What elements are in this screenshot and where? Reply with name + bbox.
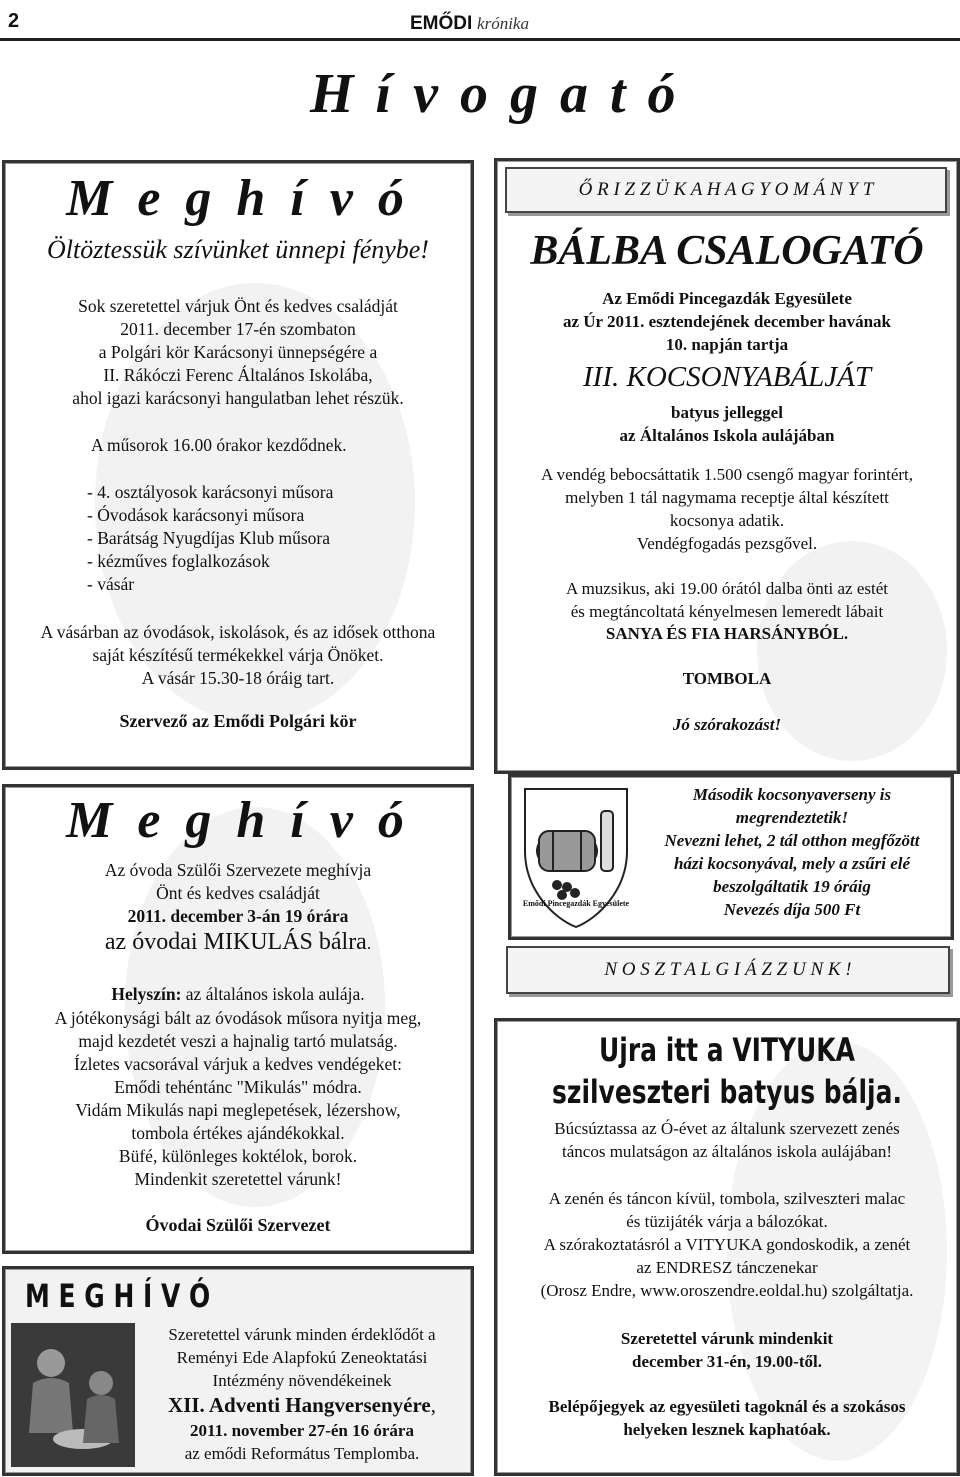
vityuka-tickets [497, 1395, 957, 1441]
meghivo1-subtitle: Öltöztessük szívünket ünnepi fénybe! [47, 235, 429, 264]
ball-event-line: az Általános Iskola aulájában [619, 426, 835, 445]
meghivo2-detail-line: majd kezdetét veszi a hajnalig tartó mulatság. [78, 1031, 398, 1051]
vityuka-ticket-line: helyeken lesznek kaphatóak. [623, 1420, 831, 1439]
vityuka-line: táncos mulatságon az általános iskola aulájában! [562, 1142, 892, 1161]
vityuka-ticket-line: Belépőjegyek az egyesületi tagoknál és a szokásos [548, 1397, 906, 1416]
page-number: 2 [8, 10, 20, 32]
vityuka-details [497, 1187, 957, 1302]
meghivo1-line: 2011. december 17-én szombaton [120, 319, 356, 339]
ball-event-name: III. KOCSONYABÁLJÁT [583, 361, 871, 393]
ball-event-line: batyus jelleggel [671, 403, 783, 422]
vityuka-box [494, 1018, 960, 1476]
ball-entry [497, 463, 957, 555]
meghivo3-line: Szeretettel várunk minden érdeklődőt a [168, 1325, 436, 1344]
logo-text: Emődi Pincegazdák Egyesülete [522, 899, 630, 908]
ball-band: SANYA ÉS FIA HARSÁNYBÓL. [605, 624, 849, 643]
fair-line: A vásár 15.30-18 óráig tart. [141, 668, 335, 688]
concert-punct: , [430, 1393, 436, 1417]
meghivo-mikulas-box [2, 784, 474, 1254]
meghivo3-line: Reményi Ede Alapfokú Zeneoktatási [176, 1348, 428, 1367]
header-rule [0, 38, 960, 41]
ball-intro-line: az Úr 2011. esztendejének december havának [562, 312, 891, 331]
ball-entry-line: melyben 1 tál nagymama receptje által készített [565, 488, 889, 507]
meghivo2-details [5, 1007, 471, 1191]
vityuka-line: az ENDRESZ tánczenekar [636, 1258, 818, 1277]
program-item: - vásár [87, 574, 135, 594]
meghivo2-detail-line: Emődi tehéntánc "Mikulás" módra. [114, 1077, 362, 1097]
ball-tombola: TOMBOLA [682, 669, 772, 688]
meghivo2-detail-line: A jótékonysági bált az óvodások műsora nyitja meg, [54, 1008, 422, 1028]
meghivo2-event-main: az óvodai MIKULÁS bálra [104, 929, 367, 955]
meghivo-christmas-box [2, 160, 474, 770]
meghivo1-fair [5, 621, 471, 690]
contest-line: megrendeztetik! [735, 808, 849, 827]
meghivo1-organizer: Szervező az Emődi Polgári kör [119, 711, 357, 731]
ball-music [497, 577, 957, 623]
meghivo2-event-punct: . [366, 934, 372, 953]
venue-value: az általános iskola aulája. [181, 984, 365, 1004]
meghivo3-text [139, 1323, 465, 1465]
contest-line: Nevezés díja 500 Ft [723, 900, 861, 919]
brand-name: EMŐDI [410, 13, 473, 34]
meghivo1-title: M e g h í v ó [66, 170, 410, 227]
wine-barrel-logo-icon [517, 781, 635, 931]
meghivo2-event [5, 929, 471, 956]
meghivo1-line: a Polgári kör Karácsonyi ünnepségére a [98, 342, 378, 362]
nosztalgia-banner: N O S Z T A L G I Á Z Z U N K ! [506, 946, 950, 994]
vityuka-title-line2: szilveszteri batyus bálja. [552, 1073, 902, 1111]
contest-line: házi kocsonyával, mely a zsűri elé [673, 854, 911, 873]
pincegazdak-logo [517, 781, 635, 931]
meghivo-concert-box [2, 1266, 474, 1476]
meghivo2-title: M e g h í v ó [66, 792, 410, 849]
meghivo3-date: 2011. november 27-én 16 órára [190, 1421, 414, 1440]
contest-text [635, 783, 949, 921]
vityuka-invite-line: december 31-én, 19.00-től. [632, 1352, 822, 1371]
brand-suffix: krónika [477, 14, 529, 33]
meghivo3-place: az emődi Református Templomba. [184, 1444, 420, 1463]
meghivo2-intro [5, 859, 471, 928]
meghivo3-line: Intézmény növendékeinek [212, 1371, 392, 1390]
meghivo2-signature: Óvodai Szülői Szervezet [145, 1215, 331, 1235]
page-header [0, 0, 960, 40]
ball-banner: Ő R I Z Z Ü K A H A G Y O M Á N Y T [505, 167, 947, 213]
fair-line: A vásárban az óvodások, iskolások, és az idősek otthona [40, 622, 436, 642]
vityuka-invite-line: Szeretettel várunk mindenkit [620, 1329, 834, 1348]
header-brand [410, 13, 529, 35]
meghivo2-detail-line: Vidám Mikulás napi meglepetések, lézershow, [75, 1100, 401, 1120]
venue-label: Helyszín: [111, 984, 182, 1004]
program-item: - kézműves foglalkozások [87, 551, 270, 571]
contest-line: beszolgáltatik 19 óráig [713, 877, 871, 896]
concert-main: XII. Adventi Hangversenyére [168, 1393, 431, 1417]
meghivo2-venue [5, 984, 471, 1005]
ball-entry-line: A vendég bebocsáttatik 1.500 csengő magyar forintért, [541, 465, 913, 484]
vityuka-title-line1: Ujra itt a VITYUKA [599, 1031, 855, 1069]
vityuka-line: A zenén és táncon kívül, tombola, szilveszteri malac [548, 1189, 906, 1208]
meghivo1-programs [87, 481, 333, 596]
meghivo1-line: Sok szeretettel várjuk Önt és kedves családját [78, 296, 398, 316]
program-item: - Barátság Nyugdíjas Klub műsora [87, 528, 331, 548]
ball-closing: Jó szórakozást! [672, 715, 782, 734]
nativity-picture [11, 1323, 135, 1467]
meghivo1-line: II. Rákóczi Ferenc Általános Iskolába, [103, 365, 373, 385]
meghivo3-concert [139, 1392, 465, 1419]
ball-intro [497, 287, 957, 356]
meghivo2-detail-line: Ízletes vacsorával várjuk a kedves vendégeket: [74, 1054, 402, 1074]
vityuka-line: Búcsúztassa az Ó-évet az általunk szervezett zenés [554, 1119, 900, 1138]
contest-line: Második kocsonyaverseny is [692, 785, 892, 804]
contest-box [508, 774, 954, 940]
ball-music-line: és megtáncoltatá kényelmesen lemeredt lábait [570, 602, 884, 621]
ball-title: BÁLBA CSALOGATÓ [530, 228, 924, 274]
meghivo2-detail-line: Büfé, különleges koktélok, borok. [118, 1146, 358, 1166]
ball-intro-line: Az Emődi Pincegazdák Egyesülete [602, 289, 852, 308]
fair-line: saját készítésű termékekkel várja Önöket. [92, 645, 384, 665]
meghivo1-intro [5, 295, 471, 410]
ball-box [494, 158, 960, 774]
meghivo1-line: ahol igazi karácsonyi hangulatban lehet részük. [72, 388, 404, 408]
program-item: - 4. osztályosok karácsonyi műsora [87, 482, 334, 502]
meghivo3-title: M E G H Í V Ó [25, 1277, 211, 1315]
vityuka-line: és tüzijáték várja a bálozókat. [626, 1212, 828, 1231]
program-item: - Óvodások karácsonyi műsora [87, 505, 305, 525]
ball-entry-line: kocsonya adatik. [669, 511, 785, 530]
main-title: H í v o g a t ó [310, 63, 680, 125]
ball-music-line: A muzsikus, aki 19.00 órától dalba önti az estét [566, 579, 888, 598]
ball-entry-line: Vendégfogadás pezsgővel. [636, 534, 818, 553]
ball-intro-line: 10. napján tartja [665, 335, 789, 354]
vityuka-invite [497, 1327, 957, 1373]
meghivo2-detail-line: tombola értékes ajándékokkal. [131, 1123, 345, 1143]
meghivo1-start-time: A műsorok 16.00 órakor kezdődnek. [91, 435, 347, 455]
nativity-scene-icon [11, 1323, 135, 1467]
meghivo2-line: Önt és kedves családját [156, 883, 320, 903]
vityuka-intro [497, 1117, 957, 1163]
contest-line: Nevezni lehet, 2 tál otthon megfőzött [664, 831, 920, 850]
meghivo2-date: 2011. december 3-án 19 órára [127, 906, 349, 926]
meghivo2-line: Az óvoda Szülői Szervezete meghívja [104, 860, 372, 880]
meghivo2-detail-line: Mindenkit szeretettel várunk! [134, 1169, 342, 1189]
vityuka-line: (Orosz Endre, www.oroszendre.eoldal.hu) szolgáltatja. [540, 1281, 914, 1300]
vityuka-title [497, 1029, 957, 1113]
ball-event-details [497, 401, 957, 447]
vityuka-line: A szórakoztatásról a VITYUKA gondoskodik, a zenét [543, 1235, 911, 1254]
